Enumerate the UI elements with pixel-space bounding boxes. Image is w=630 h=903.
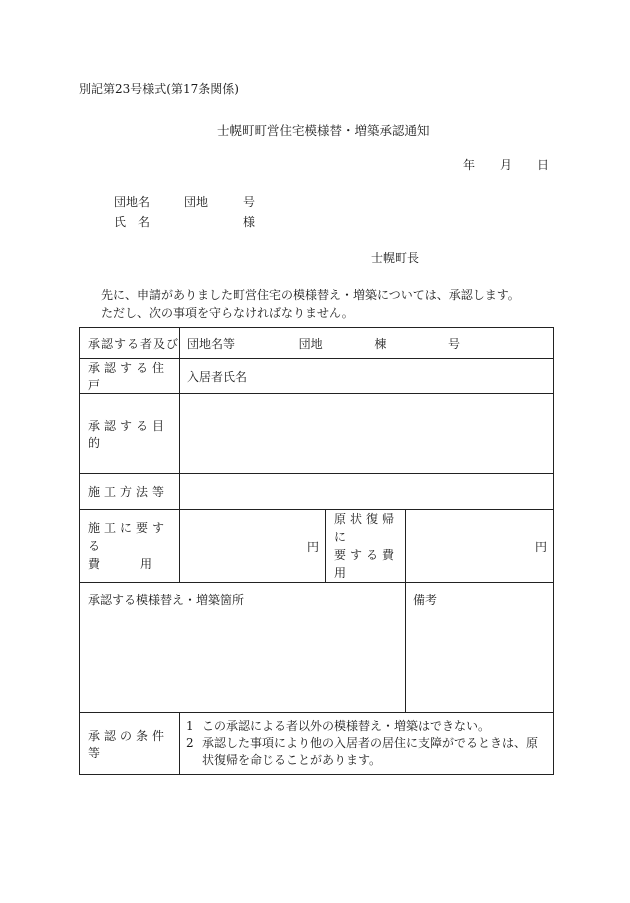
danchi-label: 団地 (298, 336, 323, 351)
approver-label-1: 承認する者及び (80, 328, 180, 359)
condition-text: この承認による者以外の模様替え・増築はできない。 (202, 719, 491, 733)
purpose-label: 承認する目的 (80, 394, 180, 474)
condition-text: 承認した事項により他の入居者の居住に支障がでるときは、原状復帰を命じることがあります。 (202, 736, 539, 767)
approval-form-table (79, 327, 554, 775)
condition-item (186, 735, 547, 769)
addressee-danchi-name-label: 団地名 (114, 195, 151, 209)
body-line-2: ただし、次の事項を守らなければなりません。 (101, 306, 354, 320)
locations-cell[interactable] (80, 583, 406, 713)
date-year: 年 (463, 158, 476, 172)
addressee-number-label: 号 (243, 195, 256, 209)
resident-name-label: 入居者氏名 (180, 359, 554, 394)
conditions-list (180, 713, 554, 775)
condition-number: 1 (186, 719, 194, 733)
cost-label-line-2: 費 用 (88, 557, 154, 571)
cost-field[interactable] (180, 510, 326, 583)
remarks-cell[interactable] (406, 583, 554, 713)
method-field[interactable] (180, 474, 554, 510)
date-day: 日 (537, 158, 550, 172)
purpose-field[interactable] (180, 394, 554, 474)
cost-label-line-1: 施工に要する (88, 521, 169, 553)
restore-yen-unit: 円 (535, 539, 548, 554)
danchi-row (180, 328, 554, 359)
document-title: 士幌町町営住宅模様替・増築承認通知 (217, 123, 430, 138)
condition-item (186, 718, 547, 735)
restore-label-line-2: 要する費用 (334, 548, 399, 580)
cost-label (80, 510, 180, 583)
approver-label-2: 承認する住戸 (80, 359, 180, 394)
conditions-label: 承認の条件等 (80, 713, 180, 775)
remarks-label: 備考 (413, 593, 438, 607)
danchi-name-etc-label: 団地名等 (187, 336, 236, 351)
building-label: 棟 (374, 336, 387, 351)
restore-cost-field[interactable] (406, 510, 554, 583)
issuer-title: 士幌町長 (371, 251, 420, 265)
restore-label-line-1: 原状復帰に (334, 512, 399, 544)
number-label: 号 (448, 336, 461, 351)
form-reference: 別記第23号様式(第17条関係) (79, 82, 239, 96)
method-label: 施工方法等 (80, 474, 180, 510)
addressee-danchi-label: 団地 (184, 195, 209, 209)
restore-label (326, 510, 406, 583)
addressee-name-label: 氏 名 (114, 215, 151, 229)
date-month: 月 (500, 158, 513, 172)
locations-label: 承認する模様替え・増築箇所 (88, 593, 245, 607)
addressee-honorific: 様 (243, 215, 256, 229)
cost-yen-unit: 円 (306, 539, 319, 554)
body-line-1: 先に、申請がありました町営住宅の模様替え・増築については、承認します。 (101, 288, 520, 302)
condition-number: 2 (186, 736, 194, 750)
